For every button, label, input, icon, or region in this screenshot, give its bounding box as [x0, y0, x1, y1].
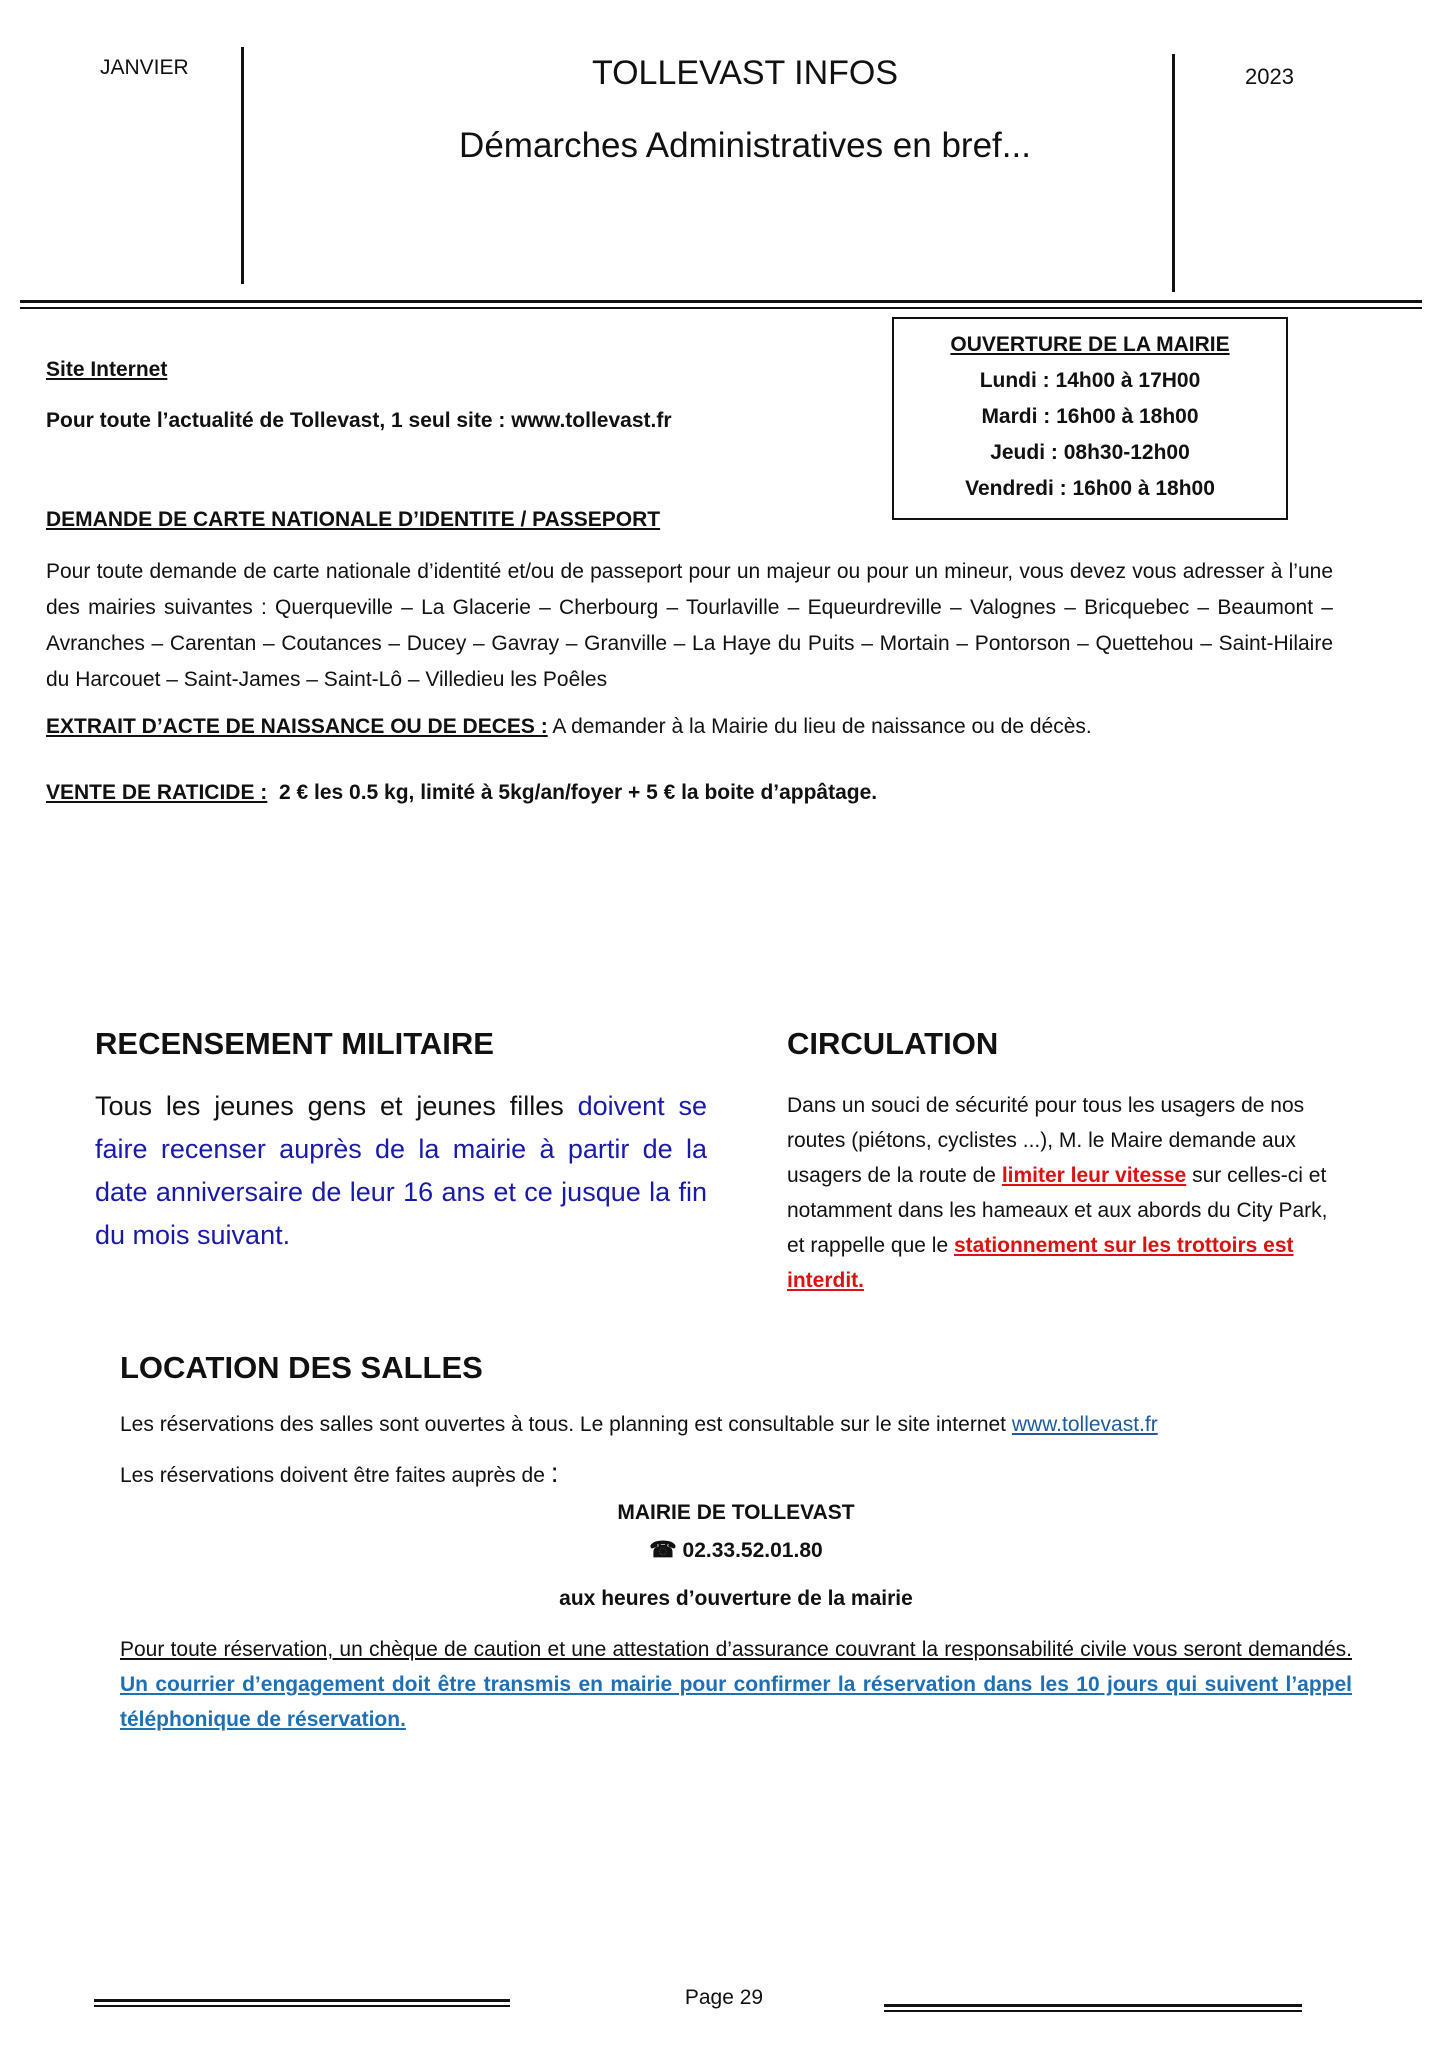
id-card-heading: DEMANDE DE CARTE NATIONALE D’IDENTITE / PASSEPORT: [46, 508, 661, 531]
header-divider-right: [1172, 54, 1175, 292]
military-text-plain: Tous les jeunes gens et jeunes filles: [95, 1091, 578, 1121]
military-text-highlight: doivent se faire recenser auprès de la mairie à partir de la date anniversaire de leur 16 ans et ce jusque la fin du mois suivant.: [95, 1091, 707, 1250]
mairie-hours-box: [892, 317, 1288, 520]
location-line2: [120, 1457, 559, 1489]
mairie-phone-line: [120, 1537, 1352, 1563]
mairie-hours-note: aux heures d’ouverture de la mairie: [559, 1587, 913, 1610]
footer-rule-left: [94, 1999, 510, 2007]
hours-title: OUVERTURE DE LA MAIRIE: [950, 333, 1230, 356]
hours-line-tuesday: Mardi : 16h00 à 18h00: [981, 405, 1199, 428]
circulation-title: CIRCULATION: [787, 1026, 999, 1061]
military-text: [95, 1085, 707, 1257]
circulation-part2: sur celles-ci et notamment dans les hameaux et aux abords du City Park, et rappelle que le: [787, 1164, 1328, 1257]
extract-label: EXTRAIT D’ACTE DE NAISSANCE OU DE DECES :: [46, 715, 548, 738]
page-number: Page 29: [684, 1986, 764, 2009]
website-link[interactable]: www.tollevast.fr: [1011, 1413, 1158, 1436]
extract-text: A demander à la Mairie du lieu de naissance ou de décès.: [547, 715, 1092, 738]
website-heading: Site Internet: [46, 358, 168, 381]
circulation-speed-warning: limiter leur vitesse: [1001, 1164, 1187, 1187]
footer-rule-right: [884, 2004, 1302, 2012]
phone-icon: ☎: [649, 1537, 677, 1562]
id-card-text: Pour toute demande de carte nationale d’identité et/ou de passeport pour un majeur ou pour un mineur, vous devez vous adresser à l’une des mairies suivantes : Querqueville – La Glacerie – Cherbourg – Tourlaville – Equeurdreville – Valognes – Bricquebec – Beaumont – Avranches – Carentan – Coutances – Ducey – Gavray – Granville – La Haye du Puits – Mortain – Pontorson – Quettehou – Saint-Hilaire du Harcouet – Saint-James – Saint-Lô – Villedieu les Poêles: [46, 560, 1333, 691]
location-title: LOCATION DES SALLES: [120, 1350, 483, 1385]
reservation-conditions: Pour toute réservation, un chèque de caution et une attestation d’assurance couvrant la responsabilité civile vous seront demandés.: [120, 1638, 1352, 1661]
reservation-paragraph: [120, 1632, 1352, 1737]
raticide-line: [46, 781, 877, 805]
location-line1: [120, 1413, 1158, 1437]
header-month: JANVIER: [100, 56, 189, 79]
header-subtitle: Démarches Administratives en bref...: [459, 126, 1031, 165]
header-rule-bottom: [20, 307, 1422, 309]
hours-line-monday: Lundi : 14h00 à 17H00: [979, 369, 1201, 392]
mairie-name: MAIRIE DE TOLLEVAST: [617, 1501, 855, 1524]
raticide-text: 2 € les 0.5 kg, limité à 5kg/an/foyer + 5 € la boite d’appâtage.: [267, 781, 878, 804]
circulation-parking-warning: stationnement sur les trottoirs est interdit.: [787, 1234, 1294, 1292]
extract-line: [46, 715, 1092, 739]
raticide-label: VENTE DE RATICIDE :: [46, 781, 268, 804]
mairie-phone: 02.33.52.01.80: [682, 1539, 823, 1562]
header-year: 2023: [1245, 64, 1294, 89]
hours-line-thursday: Jeudi : 08h30-12h00: [990, 441, 1190, 464]
location-line2-text: Les réservations doivent être faites auprès de: [120, 1464, 551, 1487]
circulation-part1: Dans un souci de sécurité pour tous les usagers de nos routes (piétons, cyclistes ...), M. le Maire demande aux usagers de la route de: [787, 1094, 1305, 1187]
hours-line-friday: Vendredi : 16h00 à 18h00: [965, 477, 1215, 500]
military-title: RECENSEMENT MILITAIRE: [95, 1026, 494, 1061]
header-divider-left: [241, 47, 244, 284]
circulation-text: [787, 1088, 1335, 1298]
reservation-engagement: Un courrier d’engagement doit être transmis en mairie pour confirmer la réservation dans les 10 jours qui suivent l’appel téléphonique de réservation.: [120, 1673, 1352, 1731]
website-text: Pour toute l’actualité de Tollevast, 1 seul site : www.tollevast.fr: [46, 409, 672, 432]
header-title: TOLLEVAST INFOS: [591, 54, 899, 92]
location-line2-colon: :: [550, 1457, 559, 1488]
location-line1-text: Les réservations des salles sont ouvertes à tous. Le planning est consultable sur le site internet: [120, 1413, 1012, 1436]
header-rule-top: [20, 300, 1422, 303]
